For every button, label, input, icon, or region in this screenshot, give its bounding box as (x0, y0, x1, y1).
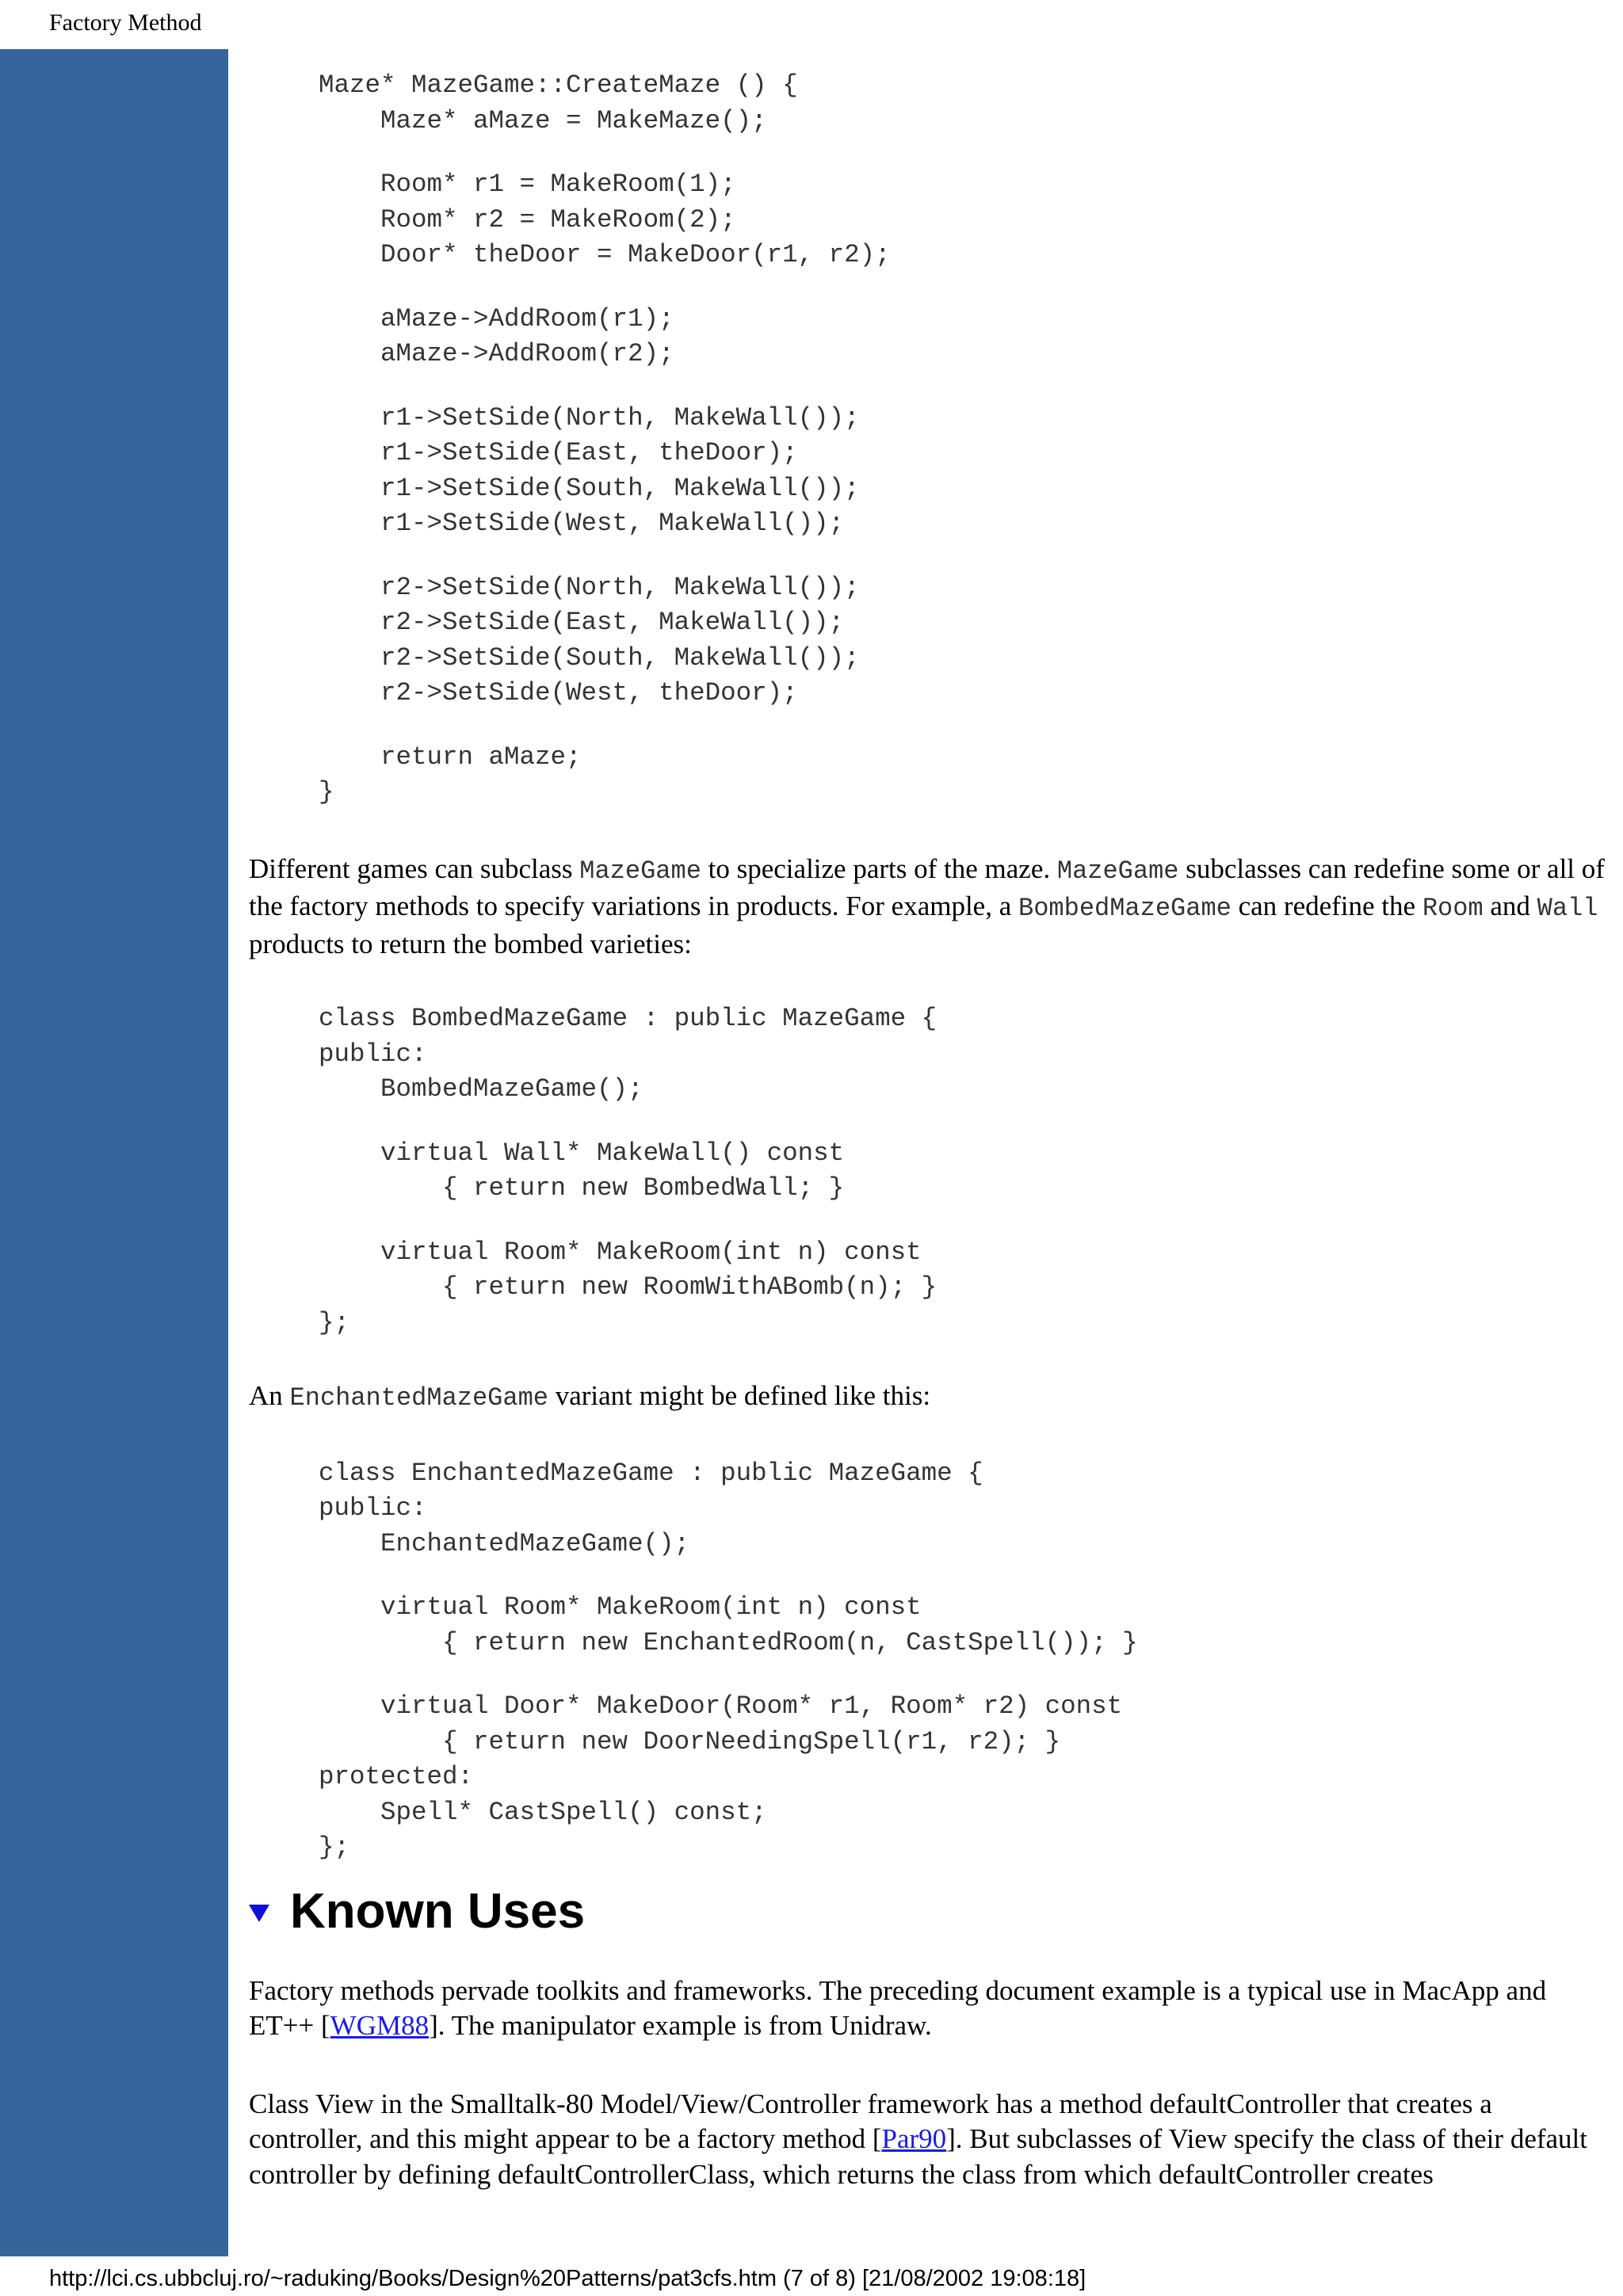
code-line: r2->SetSide(South, MakeWall()); (319, 643, 860, 673)
code-line: { return new DoorNeedingSpell(r1, r2); } (319, 1726, 1061, 1756)
code-line: aMaze->AddRoom(r1); (319, 303, 674, 334)
inline-code: BombedMazeGame (1018, 894, 1232, 923)
code-blank-line (319, 1562, 1610, 1590)
code-line: public: (319, 1493, 427, 1523)
triangle-down-icon[interactable] (249, 1905, 269, 1922)
text-span: Different games can subclass (249, 852, 580, 884)
code-line: class EnchantedMazeGame : public MazeGame { (319, 1458, 983, 1488)
text-span: and (1483, 891, 1537, 921)
code-line: virtual Room* MakeRoom(int n) const (319, 1592, 922, 1622)
text-span: Factory methods pervade toolkits and frameworks. The preceding document example is a typical use in MacApp and ET++ [ (249, 1974, 1547, 2041)
code-line: Room* r2 = MakeRoom(2); (319, 204, 736, 235)
code-blank-line (319, 139, 1610, 167)
code-line: r1->SetSide(East, theDoor); (319, 438, 798, 467)
code-blank-line (319, 273, 1610, 302)
text-span: An (249, 1380, 290, 1411)
code-line: class BombedMazeGame : public MazeGame { (319, 1004, 938, 1033)
code-line: { return new BombedWall; } (319, 1173, 845, 1203)
code-line: virtual Room* MakeRoom(int n) const (319, 1237, 922, 1267)
code-line: Maze* aMaze = MakeMaze(); (319, 105, 767, 135)
text-span: products to return the bombed varieties: (249, 928, 692, 959)
code-line: r1->SetSide(West, MakeWall()); (319, 509, 845, 538)
code-line: return aMaze; (319, 742, 582, 772)
code-line: virtual Wall* MakeWall() const (319, 1138, 845, 1168)
document-content (249, 68, 1610, 2192)
code-block-enchanted-maze-game (319, 1456, 1610, 1866)
paragraph-subclass-mazegame (249, 852, 1610, 963)
code-line: r1->SetSide(North, MakeWall()); (319, 402, 860, 433)
citation-link-par90[interactable]: Par90 (881, 2123, 947, 2154)
paragraph-factory-methods-pervade (249, 1974, 1610, 2044)
code-block-bombed-maze-game (319, 1001, 1610, 1341)
code-blank-line (319, 1207, 1610, 1235)
section-heading-known-uses (249, 1883, 1610, 1940)
code-line: r2->SetSide(West, theDoor); (319, 678, 798, 707)
code-blank-line (319, 372, 1610, 401)
inline-code: Wall (1537, 894, 1598, 923)
code-line: Maze* MazeGame::CreateMaze () { (319, 71, 798, 100)
inline-code: MazeGame (579, 856, 701, 886)
section-title: Known Uses (290, 1883, 586, 1939)
code-line: r2->SetSide(North, MakeWall()); (319, 572, 860, 602)
code-line: virtual Door* MakeDoor(Room* r1, Room* r2) const (319, 1691, 1123, 1721)
code-line: } (319, 777, 334, 807)
code-line: }; (319, 1833, 350, 1862)
code-blank-line (319, 542, 1610, 570)
code-line: r1->SetSide(South, MakeWall()); (319, 473, 860, 503)
code-line: { return new RoomWithABomb(n); } (319, 1272, 938, 1302)
code-line: EnchantedMazeGame(); (319, 1528, 690, 1558)
paragraph-enchanted-variant (249, 1379, 1610, 1417)
code-blank-line (319, 1108, 1610, 1136)
left-sidebar-bar (0, 49, 228, 2256)
code-blank-line (319, 711, 1610, 740)
code-line: { return new EnchantedRoom(n, CastSpell()); } (319, 1627, 1138, 1657)
text-span: subclasses can redefine some or all of the factory methods to specify variations in products. For example, a (249, 852, 1605, 921)
code-line: }; (319, 1307, 350, 1337)
code-line: aMaze->AddRoom(r2); (319, 339, 674, 368)
code-line: public: (319, 1039, 427, 1069)
code-line: protected: (319, 1762, 474, 1791)
citation-link-wgm88[interactable]: WGM88 (330, 2010, 430, 2041)
text-span: variant might be defined like this: (548, 1380, 931, 1411)
page-footer-url: http://lci.cs.ubbcluj.ro/~raduking/Books/Design%20Patterns/pat3cfs.htm (7 of 8) [21/08/2002 19:08:18] (49, 2266, 1086, 2291)
inline-code: EnchantedMazeGame (289, 1383, 548, 1413)
code-block-create-maze (319, 68, 1610, 810)
code-line: Room* r1 = MakeRoom(1); (319, 170, 736, 199)
page-header-title: Factory Method (49, 10, 202, 36)
inline-code: MazeGame (1056, 856, 1179, 886)
text-span: can redefine the (1231, 891, 1423, 921)
text-span: to specialize parts of the maze. (701, 852, 1057, 884)
paragraph-class-view (249, 2087, 1610, 2193)
inline-code: Room (1422, 894, 1484, 923)
code-blank-line (319, 1661, 1610, 1689)
code-line: BombedMazeGame(); (319, 1074, 643, 1104)
code-line: Door* theDoor = MakeDoor(r1, r2); (319, 240, 891, 269)
code-line: Spell* CastSpell() const; (319, 1797, 767, 1827)
code-line: r2->SetSide(East, MakeWall()); (319, 608, 845, 637)
text-span: Class View in the Smalltalk-80 Model/View/Controller framework has a method defaultController that creates a controller, and this might appear to be a factory method [ (249, 2088, 1492, 2154)
text-span: ]. The manipulator example is from Unidraw. (429, 2010, 932, 2041)
text-span: ]. But subclasses of View specify the class of their default controller by defining defaultControllerClass, which returns the class from which defaultController creates (249, 2123, 1587, 2190)
